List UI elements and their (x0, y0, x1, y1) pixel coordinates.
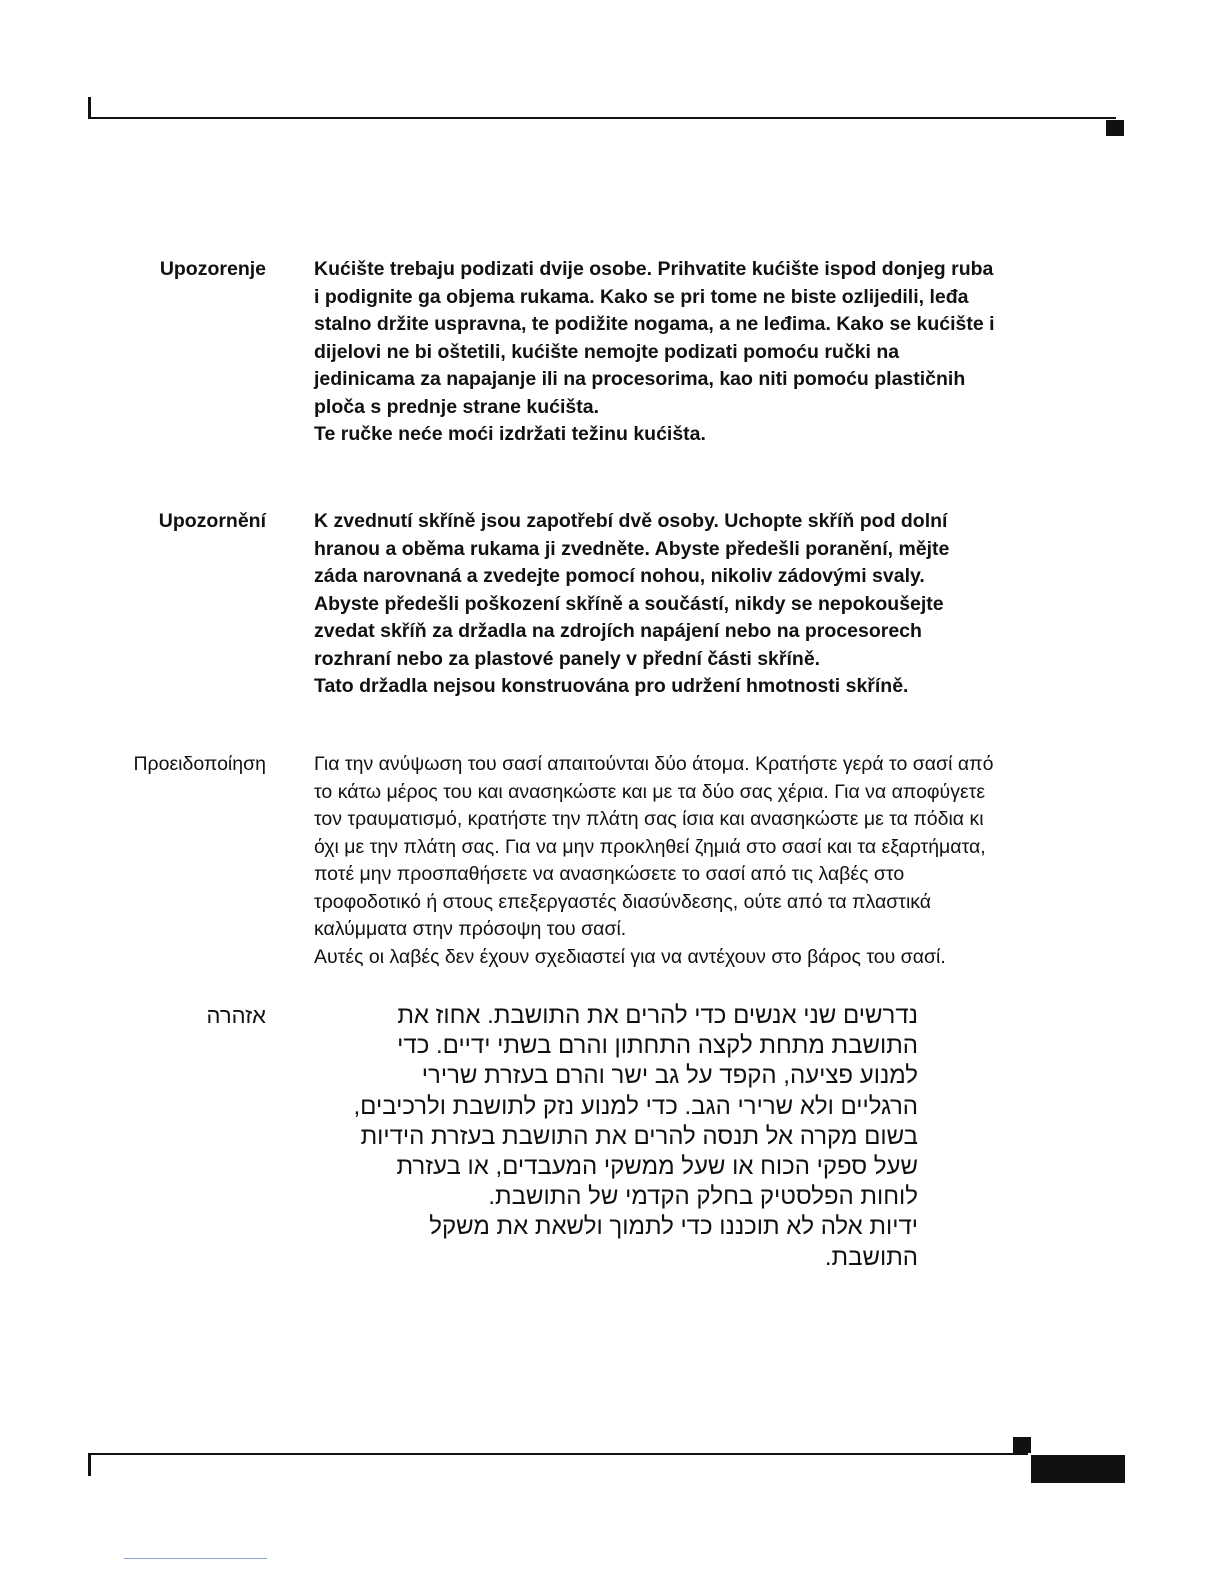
warning-label: Upozorenje (159, 258, 266, 280)
text-line: לוחות הפלסטיק בחלק הקדמי של התושבת. (488, 1183, 918, 1211)
text-line: ploča s prednje strane kućišta. (314, 395, 600, 418)
text-line: τροφοδοτικό ή στους επεξεργαστές διασύνδεσης, ούτε από τα πλαστικά (314, 890, 932, 913)
text-line: נדרשים שני אנשים כדי להרים את התושבת. אחוז את (397, 1002, 918, 1029)
text-line: התושבת מתחת לקצה התחתון והרם בשתי ידיים. כדי (397, 1032, 918, 1060)
text-line: Tato držadla nejsou konstruována pro udržení hmotnosti skříně. (314, 675, 909, 697)
text-line: καλύμματα στην πρόσοψη του σασί. (314, 918, 627, 940)
text-line: το κάτω μέρος του και ανασηκώστε και με τα δύο σας χέρια. Για να αποφύγετε (314, 780, 986, 803)
text-line: záda narovnaná a zvedejte pomocí nohou, nikoliv zádovými svaly. (314, 565, 925, 587)
warning-label: Προειδοποίηση (133, 753, 266, 775)
text-line: בשום מקרה אל תנסה להרים את התושבת בעזרת הידיות (360, 1122, 918, 1150)
footer-corner-block (1013, 1437, 1031, 1453)
header-corner-block (1106, 120, 1124, 136)
warning-text (314, 508, 1114, 701)
text-line: rozhraní nebo za plastové panely v přední části skříně. (314, 647, 821, 670)
text-line: τον τραυματισμό, κρατήστε την πλάτη σας ίσια και ανασηκώστε με τα πόδια κι (314, 808, 984, 830)
text-line: למנוע פציעה, הקפד על גב ישר והרם בעזרת שרירי (421, 1062, 918, 1090)
text-line: jedinicama za napajanje ili na procesorima, kao niti pomoću plastičnih (314, 368, 966, 390)
footer-page-tab (1031, 1455, 1125, 1483)
text-line: Αυτές οι λαβές δεν έχουν σχεδιαστεί για να αντέχουν στο βάρος του σασί. (314, 945, 946, 968)
text-line: שעל ספקי הכוח או שעל ממשקי המעבדים, או בעזרת (396, 1153, 918, 1181)
text-line: dijelovi ne bi oštetili, kućište nemojte podizati pomoću ručki na (314, 340, 900, 363)
text-line: stalno držite uspravna, te podižite nogama, a ne leđima. Kako se kućište i (314, 313, 995, 335)
warning-text (314, 751, 1114, 971)
text-line: ποτέ μην προσπαθήσετε να ανασηκώσετε το σασί από τις λαβές στο (314, 863, 905, 885)
warning-text (314, 256, 1114, 449)
text-line: Kućište trebaju podizati dvije osobe. Prihvatite kućište ispod donjeg ruba (314, 258, 994, 280)
warning-text (300, 1001, 918, 1273)
text-line: i podignite ga objema rukama. Kako se pri tome ne biste ozlijedili, leđa (314, 285, 969, 308)
warning-label: אזהרה (206, 1003, 266, 1028)
text-line: Te ručke neće moći izdržati težinu kućišta. (314, 423, 706, 445)
text-line: K zvednutí skříně jsou zapotřebí dvě osoby. Uchopte skříň pod dolní (314, 510, 948, 532)
text-line: όχι με την πλάτη σας. Για να μην προκληθεί ζημιά στο σασί και τα εξαρτήματα, (314, 835, 986, 858)
header-rule (88, 117, 1116, 119)
footer-link-underline (124, 1558, 267, 1559)
footer-left-tick (88, 1454, 91, 1476)
text-line: הרגליים ולא שרירי הגב. כדי למנוע נזק לתושבת ולרכיבים, (353, 1092, 918, 1120)
header-left-tick (88, 97, 91, 119)
text-line: zvedat skříň za držadla na zdrojích napájení nebo na procesorech (314, 620, 922, 642)
warning-label: Upozornění (158, 510, 266, 532)
text-line: התושבת. (824, 1243, 918, 1271)
footer-rule (88, 1453, 1028, 1455)
text-line: Abyste předešli poškození skříně a součástí, nikdy se nepokoušejte (314, 592, 944, 615)
text-line: hranou a oběma rukama ji zvedněte. Abyste předešli poranění, mějte (314, 537, 950, 560)
text-line: Για την ανύψωση του σασί απαιτούνται δύο άτομα. Κρατήστε γερά το σασί από (314, 753, 994, 775)
text-line: ידיות אלה לא תוכננו כדי לתמוך ולשאת את משקל (429, 1213, 918, 1241)
